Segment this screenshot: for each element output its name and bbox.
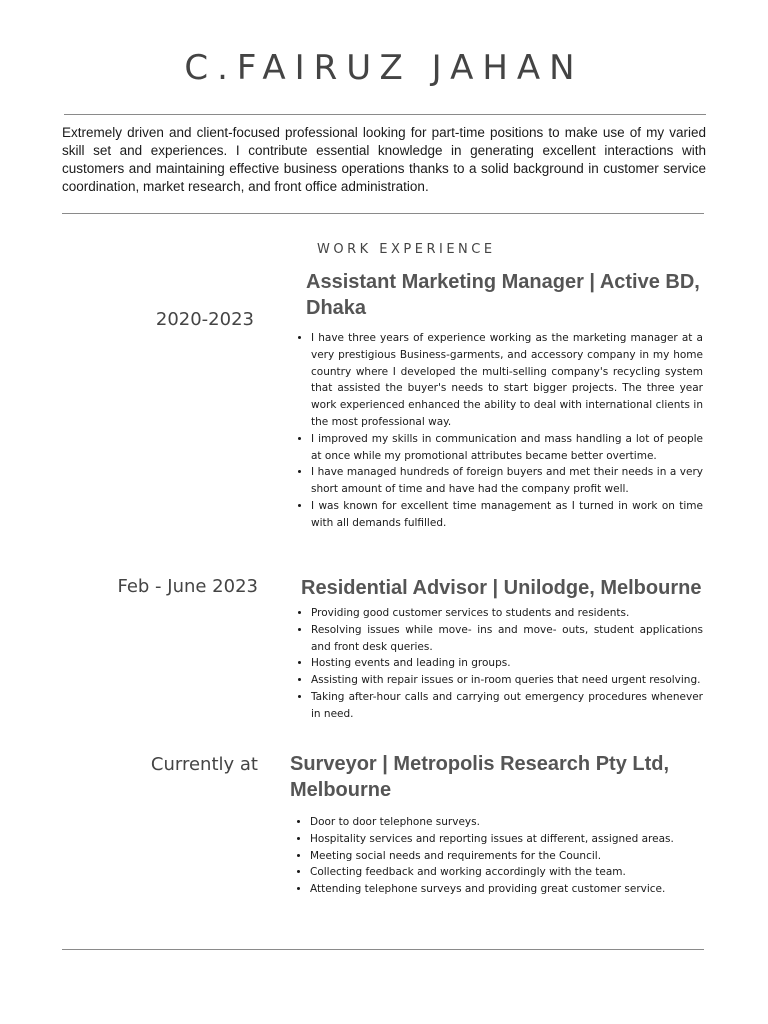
section-title-work-experience: WORK EXPERIENCE: [317, 242, 496, 257]
job-title: Surveyor | Metropolis Research Pty Ltd, Melbourne: [290, 753, 670, 801]
list-item: • Resolving issues while move- ins and move- outs, student applications and front desk queries.: [311, 622, 703, 656]
job-title: Residential Advisor | Unilodge, Melbourne: [301, 577, 702, 599]
list-item: • I have managed hundreds of foreign buyers and met their needs in a very short amount of time and have had the company profit well.: [311, 464, 703, 498]
job-date: Currently at: [150, 754, 258, 775]
list-item: • I improved my skills in communication and mass handling a lot of people at once while my promotional attributes became better overtime.: [311, 431, 703, 465]
divider-middle: [62, 213, 704, 214]
job-bullets: [292, 605, 703, 723]
list-item: • Hospitality services and reporting issues at different, assigned areas.: [310, 831, 723, 848]
job-bullets: [291, 814, 723, 898]
list-item: • Taking after-hour calls and carrying out emergency procedures whenever in need.: [311, 689, 703, 723]
job-date: 2020-2023: [155, 309, 254, 330]
list-item: • Collecting feedback and working accordingly with the team.: [310, 864, 723, 881]
job-bullets: [292, 330, 703, 532]
list-item: • Door to door telephone surveys.: [310, 814, 723, 831]
list-item: • I have three years of experience working as the marketing manager at a very prestigious Business-garments, and accessory company in my home country where I developed the multi-selling company's recycling system that assisted the buyer's needs to start bigger projects. The three year work experienced enhanced the ability to deal with international clients in the most professional way.: [311, 330, 703, 431]
job-title: Assistant Marketing Manager | Active BD, Dhaka: [306, 271, 700, 319]
profile-summary: Extremely driven and client-focused professional looking for part-time positions to make use of my varied skill set and experiences. I contribute essential knowledge in generating excellent interactions with customers and maintaining effective business operations thanks to a solid background in customer service coordination, market research, and front office administration.: [62, 125, 706, 194]
job-date: Feb - June 2023: [117, 576, 258, 597]
divider-top: [64, 114, 706, 115]
list-item: • Meeting social needs and requirements for the Council.: [310, 848, 723, 865]
list-item: • Providing good customer services to students and residents.: [311, 605, 703, 622]
candidate-name: C.FAIRUZ JAHAN: [184, 48, 584, 88]
list-item: • Attending telephone surveys and providing great customer service.: [310, 881, 723, 898]
list-item: • Assisting with repair issues or in-room queries that need urgent resolving.: [311, 672, 703, 689]
divider-bottom: [62, 949, 704, 950]
list-item: • I was known for excellent time management as I turned in work on time with all demands fulfilled.: [311, 498, 703, 532]
list-item: • Hosting events and leading in groups.: [311, 655, 703, 672]
